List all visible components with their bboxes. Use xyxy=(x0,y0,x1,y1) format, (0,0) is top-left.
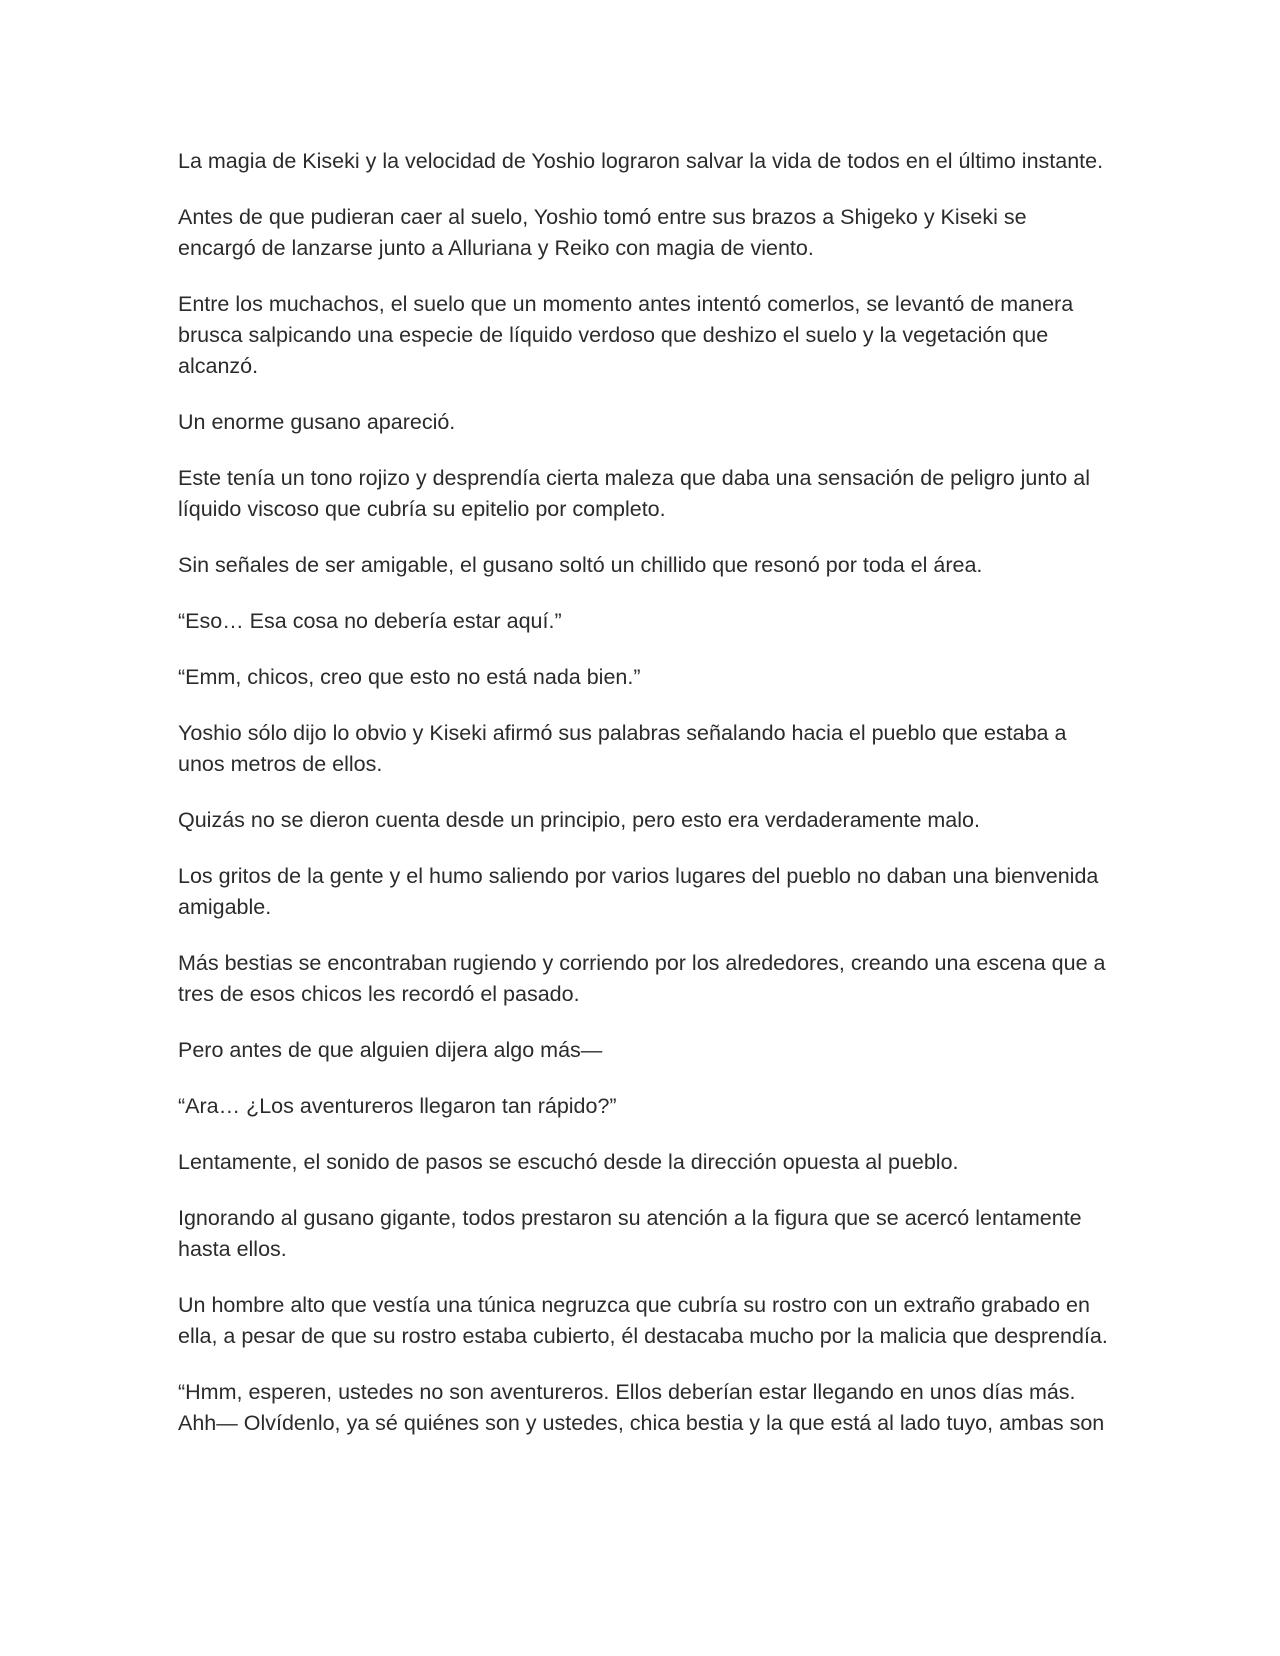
paragraph: Un enorme gusano apareció. xyxy=(178,410,456,434)
paragraph: Este tenía un tono rojizo y desprendía cierta maleza que daba una sensación de peligro junto al líquido viscoso que cubría su epitelio por completo. xyxy=(178,466,1090,521)
paragraph: Más bestias se encontraban rugiendo y corriendo por los alrededores, creando una escena que a tres de esos chicos les recordó el pasado. xyxy=(178,951,1106,1006)
paragraph: Entre los muchachos, el suelo que un momento antes intentó comerlos, se levantó de manera brusca salpicando una especie de líquido verdoso que deshizo el suelo y la vegetación que alcanzó. xyxy=(178,292,1074,378)
paragraph: “Ara… ¿Los aventureros llegaron tan rápido?” xyxy=(178,1094,617,1118)
paragraph: Antes de que pudieran caer al suelo, Yoshio tomó entre sus brazos a Shigeko y Kiseki se encargó de lanzarse junto a Alluriana y Reiko con magia de viento. xyxy=(178,205,1027,260)
paragraph: Ignorando al gusano gigante, todos prestaron su atención a la figura que se acercó lentamente hasta ellos. xyxy=(178,1206,1082,1261)
paragraph: Los gritos de la gente y el humo saliendo por varios lugares del pueblo no daban una bienvenida amigable. xyxy=(178,864,1099,919)
paragraph: Un hombre alto que vestía una túnica negruzca que cubría su rostro con un extraño grabado en ella, a pesar de que su rostro estaba cubierto, él destacaba mucho por la malicia que desprendía. xyxy=(178,1293,1108,1348)
paragraph: Yoshio sólo dijo lo obvio y Kiseki afirmó sus palabras señalando hacia el pueblo que estaba a unos metros de ellos. xyxy=(178,721,1067,776)
paragraph: Pero antes de que alguien dijera algo más— xyxy=(178,1038,603,1062)
paragraph: La magia de Kiseki y la velocidad de Yoshio lograron salvar la vida de todos en el último instante. xyxy=(178,149,1104,173)
paragraph: “Hmm, esperen, ustedes no son aventureros. Ellos deberían estar llegando en unos días más. Ahh— Olvídenlo, ya sé quiénes son y ustedes, chica bestia y la que está al lado tuyo, ambas son xyxy=(178,1380,1105,1435)
document-body xyxy=(178,146,1108,1464)
paragraph: “Eso… Esa cosa no debería estar aquí.” xyxy=(178,609,562,633)
paragraph: Sin señales de ser amigable, el gusano soltó un chillido que resonó por toda el área. xyxy=(178,553,983,577)
paragraph: Quizás no se dieron cuenta desde un principio, pero esto era verdaderamente malo. xyxy=(178,808,980,832)
paragraph: “Emm, chicos, creo que esto no está nada bien.” xyxy=(178,665,641,689)
paragraph: Lentamente, el sonido de pasos se escuchó desde la dirección opuesta al pueblo. xyxy=(178,1150,959,1174)
